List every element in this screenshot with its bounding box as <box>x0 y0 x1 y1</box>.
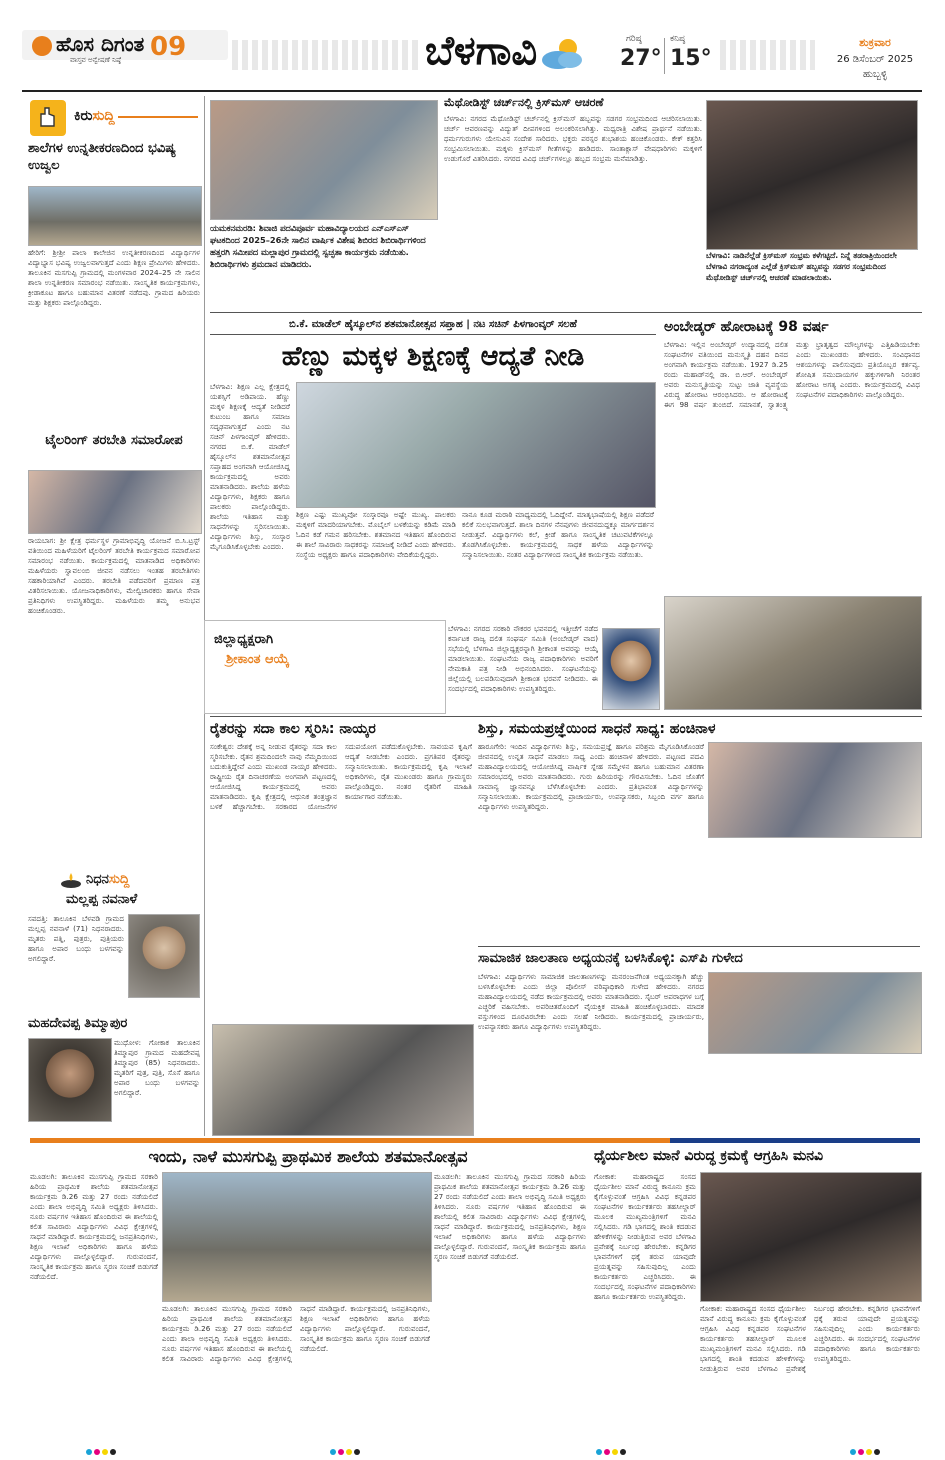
kicker-rule <box>210 334 656 335</box>
christmas-church-photo <box>706 100 918 250</box>
dateline <box>820 36 930 80</box>
section-rule-1 <box>210 312 922 313</box>
main-story-stage-photo <box>296 382 656 508</box>
weather-cloud-sun-icon <box>540 36 586 70</box>
nidhana-title-b: ಸುದ್ದಿ <box>108 872 130 887</box>
dhairyashila-headline: ಧೈರ್ಯಶೀಲ ಮಾನೆ ವಿರುದ್ಧ ಕ್ರಮಕ್ಕೆ ಆಗ್ರಹಿಸಿ ಮನವಿ <box>594 1148 824 1164</box>
main-story-body-left: ಬೆಳಗಾವಿ: ಶಿಕ್ಷಣ ಎಲ್ಲ ಕ್ಷೇತ್ರದಲ್ಲಿ ಯಶಸ್ಸಿಗೆ ಅಡಿಪಾಯ. ಹೆಣ್ಣು ಮಕ್ಕಳ ಶಿಕ್ಷಣಕ್ಕೆ ಆದ್ಯತೆ ನೀಡಿದರೆ ಕುಟುಂಬ ಹಾಗೂ ಸಮಾಜ ಸದೃಢವಾಗುತ್ತದೆ ಎಂದು ನಟ ಸಚಿನ್ ಪಿಳಗಾಂವ್ಕರ್ ಹೇಳಿದರು. ನಗರದ ಬಿ.ಕೆ. ಮಾಡೆಲ್ ಹೈಸ್ಕೂಲ್‌ನ ಶತಮಾನೋತ್ಸವ ಸಪ್ತಾಹದ ಅಂಗವಾಗಿ ಆಯೋಜಿಸಿದ್ದ ಕಾರ್ಯಕ್ರಮದಲ್ಲಿ ಅವರು ಮಾತನಾಡಿದರು. ಶಾಲೆಯ ಹಳೆಯ ವಿದ್ಯಾರ್ಥಿಗಳು, ಶಿಕ್ಷಕರು ಹಾಗೂ ಪಾಲಕರು ಪಾಲ್ಗೊಂಡಿದ್ದರು. ಶಾಲೆಯ ಇತಿಹಾಸ ಮತ್ತು ಸಾಧನೆಗಳನ್ನು ಸ್ಮರಿಸಲಾಯಿತು. ವಿದ್ಯಾರ್ಥಿಗಳು ಶಿಸ್ತು, ಸಂಸ್ಕಾರ ಮೈಗೂಡಿಸಿಕೊಳ್ಳಬೇಕು ಎಂದರು. <box>210 382 290 551</box>
shistu-headline: ಶಿಸ್ತು, ಸಮಯಪ್ರಜ್ಞೆಯಿಂದ ಸಾಧನೆ ಸಾಧ್ಯ: ಹಂಚಿನಾಳ <box>478 721 716 737</box>
temp-max-value: 27° <box>620 46 662 71</box>
obit-name-2: ಮಹದೇವಪ್ಪ ತಿಮ್ಮಾಪುರ <box>28 1016 128 1031</box>
masaguppi-photo <box>162 1172 432 1302</box>
section-rule-3 <box>478 946 920 947</box>
temp-divider <box>664 38 665 74</box>
main-story-kicker: ಬಿ.ಕೆ. ಮಾಡೆಲ್ ಹೈಸ್ಕೂಲ್‌ನ ಶತಮಾನೋತ್ಸವ ಸಪ್ತಾಹ | ನಟ ಸಚಿನ್ ಪಿಳಗಾಂವ್ಕರ್ ಸಲಹೆ <box>289 319 577 330</box>
kirusuddi-photo-1 <box>28 186 202 246</box>
temperature-box <box>620 34 712 76</box>
dhairyashila-photo <box>700 1172 922 1302</box>
registration-dots-mid <box>596 1440 628 1459</box>
methodist-headline: ಮೆಥೋಡಿಸ್ಟ್ ಚರ್ಚ್‌ನಲ್ಲಿ ಕ್ರಿಸ್‌ಮಸ್ ಆಚರಣೆ <box>444 96 604 109</box>
logo-tagline: ವಾಸ್ತವ ಅನ್ವೇಷಣೆ ನಿಷ್ಠೆ <box>70 56 122 64</box>
main-story-body-mid: ಶಿಕ್ಷಣ ಎಷ್ಟು ಮುಖ್ಯವೋ ಸಂಸ್ಕಾರವೂ ಅಷ್ಟೇ ಮುಖ್ಯ. ಪಾಲಕರು ಮಕ್ಕಳಿಗೆ ಮಾದರಿಯಾಗಬೇಕು. ಮೊಬೈಲ್ ಬಳಕೆಯನ್ನು ಕಡಿಮೆ ಮಾಡಿ ಓದಿನ ಕಡೆ ಗಮನ ಹರಿಸಬೇಕು. ಶತಮಾನದ ಇತಿಹಾಸ ಹೊಂದಿರುವ ಈ ಶಾಲೆ ಸಾವಿರಾರು ಸಾಧಕರನ್ನು ಸಮಾಜಕ್ಕೆ ನೀಡಿದೆ ಎಂದು ಹೇಳಿದರು. ಸಂಸ್ಥೆಯ ಅಧ್ಯಕ್ಷರು ಹಾಗೂ ಪದಾಧಿಕಾರಿಗಳು ವೇದಿಕೆಯಲ್ಲಿದ್ದರು. <box>296 510 456 559</box>
nidhana-title-a: ನಿಧನ <box>86 872 109 887</box>
logo-lamp-icon <box>32 36 52 56</box>
kirusuddi-headline-1: ಶಾಲೆಗಳ ಉನ್ನತೀಕರಣದಿಂದ ಭವಿಷ್ಯ ಉಜ್ವಲ <box>28 141 176 173</box>
kirusuddi-photo-2 <box>28 470 202 534</box>
masthead-pattern-right <box>720 40 815 70</box>
nss-camp-photo <box>210 100 438 220</box>
bottom-band-bar-orange <box>30 1138 670 1143</box>
district-box-body: ಬೆಳಗಾವಿ: ನಗರದ ಸರಕಾರಿ ನೌಕರರ ಭವನದಲ್ಲಿ ಇತ್ತೀಚೆಗೆ ನಡೆದ ಕರ್ನಾಟಕ ರಾಜ್ಯ ದಲಿತ ಸಂಘರ್ಷ ಸಮಿತಿ (ಅಂಬೇಡ್ಕರ್ ವಾದ) ಸಭೆಯಲ್ಲಿ ಬೆಳಗಾವಿ ಜಿಲ್ಲಾಧ್ಯಕ್ಷರನ್ನಾಗಿ ಶ್ರೀಕಾಂತ ಅವರನ್ನು ಆಯ್ಕೆ ಮಾಡಲಾಯಿತು. ಸಂಘಟನೆಯ ರಾಜ್ಯ ಪದಾಧಿಕಾರಿಗಳು ಅವರಿಗೆ ನೇಮಕಾತಿ ಪತ್ರ ನೀಡಿ ಅಭಿನಂದಿಸಿದರು. ಸಂಘಟನೆಯನ್ನು ಜಿಲ್ಲೆಯಲ್ಲಿ ಬಲಪಡಿಸುವುದಾಗಿ ಶ್ರೀಕಾಂತ ಭರವಸೆ ನೀಡಿದರು. ಈ ಸಂದರ್ಭದಲ್ಲಿ ಪದಾಧಿಕಾರಿಗಳು ಉಪಸ್ಥಿತರಿದ್ದರು. <box>448 624 598 693</box>
nidhana-title <box>86 872 129 887</box>
dateline-date: 26 ಡಿಸೆಂಬರ್ 2025 <box>836 54 914 65</box>
kirusuddi-title <box>74 108 115 124</box>
temp-min-value: 15° <box>670 46 712 71</box>
methodist-body: ಬೆಳಗಾವಿ: ನಗರದ ಮೆಥೋಡಿಸ್ಟ್ ಚರ್ಚ್‌ನಲ್ಲಿ ಕ್ರಿಸ್‌ಮಸ್ ಹಬ್ಬವನ್ನು ಸಡಗರ ಸಂಭ್ರಮದಿಂದ ಆಚರಿಸಲಾಯಿತು. ಚರ್ಚ್ ಆವರಣವನ್ನು ವಿದ್ಯುತ್ ದೀಪಗಳಿಂದ ಅಲಂಕರಿಸಲಾಗಿತ್ತು. ಮಧ್ಯರಾತ್ರಿ ವಿಶೇಷ ಪ್ರಾರ್ಥನೆ ನಡೆಯಿತು. ಧರ್ಮಗುರುಗಳು ಯೇಸುವಿನ ಸಂದೇಶ ಸಾರಿದರು. ಭಕ್ತರು ಪರಸ್ಪರ ಶುಭಾಶಯ ಹಂಚಿಕೊಂಡರು. ಕೇಕ್ ಕತ್ತರಿಸಿ ಸಂಭ್ರಮಿಸಲಾಯಿತು. ಮಕ್ಕಳು ಕ್ರಿಸ್‌ಮಸ್ ಗೀತೆಗಳನ್ನು ಹಾಡಿದರು. ಸಾಂತಾಕ್ಲಾಸ್ ವೇಷಧಾರಿಗಳು ಮಕ್ಕಳಿಗೆ ಉಡುಗೊರೆ ವಿತರಿಸಿದರು. ನಗರದ ವಿವಿಧ ಚರ್ಚ್‌ಗಳಲ್ಲೂ ಹಬ್ಬದ ಸಂಭ್ರಮ ಮನೆಮಾಡಿತ್ತು. <box>444 114 702 163</box>
dhairyashila-body: ಗೋಕಾಕ: ಮಹಾರಾಷ್ಟ್ರದ ಸಂಸದ ಧೈರ್ಯಶೀಲ ಮಾನೆ ವಿರುದ್ಧ ಕಾನೂನು ಕ್ರಮ ಕೈಗೊಳ್ಳುವಂತೆ ಆಗ್ರಹಿಸಿ ವಿವಿಧ ಕನ್ನಡಪರ ಸಂಘಟನೆಗಳ ಕಾರ್ಯಕರ್ತರು ತಹಸೀಲ್ದಾರ್ ಮೂಲಕ ಮುಖ್ಯಮಂತ್ರಿಗಳಿಗೆ ಮನವಿ ಸಲ್ಲಿಸಿದರು. ಗಡಿ ಭಾಗದಲ್ಲಿ ಶಾಂತಿ ಕದಡುವ ಹೇಳಿಕೆಗಳನ್ನು ನೀಡುತ್ತಿರುವ ಅವರ ಬೆಳಗಾವಿ ಪ್ರವೇಶಕ್ಕೆ ನಿರ್ಬಂಧ ಹೇರಬೇಕು. ಕನ್ನಡಿಗರ ಭಾವನೆಗಳಿಗೆ ಧಕ್ಕೆ ತರುವ ಯಾವುದೇ ಪ್ರಯತ್ನವನ್ನು ಸಹಿಸುವುದಿಲ್ಲ ಎಂದು ಕಾರ್ಯಕರ್ತರು ಎಚ್ಚರಿಸಿದರು. ಈ ಸಂದರ್ಭದಲ್ಲಿ ಸಂಘಟನೆಗಳ ಪದಾಧಿಕಾರಿಗಳು ಹಾಗೂ ಕಾರ್ಯಕರ್ತರು ಉಪಸ್ಥಿತರಿದ್ದರು. <box>594 1172 696 1301</box>
obit-photo-2 <box>28 1038 112 1122</box>
masaguppi-body: ಮೂಡಲಗಿ: ತಾಲೂಕಿನ ಮುಸಗುಪ್ಪಿ ಗ್ರಾಮದ ಸರಕಾರಿ ಹಿರಿಯ ಪ್ರಾಥಮಿಕ ಶಾಲೆಯ ಶತಮಾನೋತ್ಸವ ಕಾರ್ಯಕ್ರಮ ಡಿ.26 ಮತ್ತು 27 ರಂದು ನಡೆಯಲಿದೆ ಎಂದು ಶಾಲಾ ಅಭಿವೃದ್ಧಿ ಸಮಿತಿ ಅಧ್ಯಕ್ಷರು ತಿಳಿಸಿದರು. ನೂರು ವರ್ಷಗಳ ಇತಿಹಾಸ ಹೊಂದಿರುವ ಈ ಶಾಲೆಯಲ್ಲಿ ಕಲಿತ ಸಾವಿರಾರು ವಿದ್ಯಾರ್ಥಿಗಳು ವಿವಿಧ ಕ್ಷೇತ್ರಗಳಲ್ಲಿ ಸಾಧನೆ ಮಾಡಿದ್ದಾರೆ. ಕಾರ್ಯಕ್ರಮದಲ್ಲಿ ಜನಪ್ರತಿನಿಧಿಗಳು, ಶಿಕ್ಷಣ ಇಲಾಖೆ ಅಧಿಕಾರಿಗಳು ಹಾಗೂ ಹಳೆಯ ವಿದ್ಯಾರ್ಥಿಗಳು ಪಾಲ್ಗೊಳ್ಳಲಿದ್ದಾರೆ. ಗುರುವಂದನೆ, ಸಾಂಸ್ಕೃತಿಕ ಕಾರ್ಯಕ್ರಮ ಹಾಗೂ ಸ್ಮರಣ ಸಂಚಿಕೆ ಬಿಡುಗಡೆ ನಡೆಯಲಿದೆ. <box>30 1172 158 1281</box>
raitaru-body: ಸಂಕೇಶ್ವರ: ದೇಶಕ್ಕೆ ಅನ್ನ ನೀಡುವ ರೈತರನ್ನು ಸದಾ ಕಾಲ ಸ್ಮರಿಸಬೇಕು. ರೈತನ ಶ್ರಮದಿಂದಲೇ ನಾವು ನೆಮ್ಮದಿಯಿಂದ ಬದುಕುತ್ತಿದ್ದೇವೆ ಎಂದು ಮುಖಂಡ ನಾಯ್ಕರ ಹೇಳಿದರು. ರಾಷ್ಟ್ರೀಯ ರೈತ ದಿನಾಚರಣೆಯ ಅಂಗವಾಗಿ ಪಟ್ಟಣದಲ್ಲಿ ಆಯೋಜಿಸಿದ್ದ ಕಾರ್ಯಕ್ರಮದಲ್ಲಿ ಅವರು ಮಾತನಾಡಿದರು. ಕೃಷಿ ಕ್ಷೇತ್ರದಲ್ಲಿ ಆಧುನಿಕ ತಂತ್ರಜ್ಞಾನ ಬಳಕೆ ಹೆಚ್ಚಾಗಬೇಕು. ಸರಕಾರದ ಯೋಜನೆಗಳ ಸದುಪಯೋಗ ಪಡೆದುಕೊಳ್ಳಬೇಕು. ಸಾವಯವ ಕೃಷಿಗೆ ಆದ್ಯತೆ ನೀಡಬೇಕು ಎಂದರು. ಪ್ರಗತಿಪರ ರೈತರನ್ನು ಸನ್ಮಾನಿಸಲಾಯಿತು. ಕಾರ್ಯಕ್ರಮದಲ್ಲಿ ಕೃಷಿ ಇಲಾಖೆ ಅಧಿಕಾರಿಗಳು, ರೈತ ಮುಖಂಡರು ಹಾಗೂ ಗ್ರಾಮಸ್ಥರು ಪಾಲ್ಗೊಂಡಿದ್ದರು. ನಂತರ ರೈತರಿಗೆ ಮಾಹಿತಿ ಕಾರ್ಯಾಗಾರ ನಡೆಯಿತು. <box>210 742 472 811</box>
masaguppi-headline: ಇಂದು, ನಾಳೆ ಮುಸಗುಪ್ಪಿ ಪ್ರಾಥಮಿಕ ಶಾಲೆಯ ಶತಮಾನೋತ್ಸವ <box>148 1147 468 1166</box>
kirusuddi-headline-2: ಟೈಲರಿಂಗ್ ತರಬೇತಿ ಸಮಾರೋಪ <box>45 433 183 448</box>
kirusuddi-body-2: ರಾಯಬಾಗ: ಶ್ರೀ ಕ್ಷೇತ್ರ ಧರ್ಮಸ್ಥಳ ಗ್ರಾಮಾಭಿವೃದ್ಧಿ ಯೋಜನೆ ಬಿ.ಸಿ.ಟ್ರಸ್ಟ್ ವತಿಯಿಂದ ಮಹಿಳೆಯರಿಗೆ ಟೈಲರಿಂಗ್ ತರಬೇತಿ ಕಾರ್ಯಕ್ರಮದ ಸಮಾರೋಪ ಸಮಾರಂಭ ನಡೆಯಿತು. ಕಾರ್ಯಕ್ರಮದಲ್ಲಿ ಮಾತನಾಡಿದ ಅಧಿಕಾರಿಗಳು ಮಹಿಳೆಯರು ಸ್ವಾವಲಂಬಿ ಜೀವನ ನಡೆಸಲು ಇಂತಹ ತರಬೇತಿಗಳು ಸಹಕಾರಿಯಾಗಿವೆ ಎಂದರು. ತರಬೇತಿ ಪಡೆದವರಿಗೆ ಪ್ರಮಾಣ ಪತ್ರ ವಿತರಿಸಲಾಯಿತು. ಯೋಜನಾಧಿಕಾರಿಗಳು, ಮೇಲ್ವಿಚಾರಕರು ಹಾಗೂ ಸೇವಾ ಪ್ರತಿನಿಧಿಗಳು ಉಪಸ್ಥಿತರಿದ್ದರು. ಮಹಿಳೆಯರು ತಮ್ಮ ಅನುಭವ ಹಂಚಿಕೊಂಡರು. <box>28 536 200 615</box>
nss-camp-caption: ಯಮಕನಮರಡಿ: ಶಿವಾಜಿ ಪದವಿಪೂರ್ವ ಮಹಾವಿದ್ಯಾಲಯದ ಎನ್‌ಎಸ್‌ಎಸ್ ಘಟಕದಿಂದ 2025–26ನೇ ಸಾಲಿನ ವಾರ್ಷಿಕ ವಿಶೇಷ ಶಿಬಿರದ ಶಿಬಿರಾರ್ಥಿಗಳಿಂದ ಹತ್ತರಗಿ ಸಮೀಪದ ಮಲ್ಲಾಪುರ ಗ್ರಾಮದಲ್ಲಿ ಸ್ವಚ್ಛತಾ ಕಾರ್ಯಕ್ರಮ ನಡೆಯಿತು. ಶಿಬಿರಾರ್ಥಿಗಳು ಶ್ರಮದಾನ ಮಾಡಿದರು. <box>210 223 426 269</box>
raitaru-photo <box>212 1024 474 1136</box>
temp-max-label: ಗರಿಷ್ಠ <box>626 34 642 44</box>
ambedkar-photo <box>664 596 922 710</box>
masaguppi-body-right: ಮೂಡಲಗಿ: ತಾಲೂಕಿನ ಮುಸಗುಪ್ಪಿ ಗ್ರಾಮದ ಸರಕಾರಿ ಹಿರಿಯ ಪ್ರಾಥಮಿಕ ಶಾಲೆಯ ಶತಮಾನೋತ್ಸವ ಕಾರ್ಯಕ್ರಮ ಡಿ.26 ಮತ್ತು 27 ರಂದು ನಡೆಯಲಿದೆ ಎಂದು ಶಾಲಾ ಅಭಿವೃದ್ಧಿ ಸಮಿತಿ ಅಧ್ಯಕ್ಷರು ತಿಳಿಸಿದರು. ನೂರು ವರ್ಷಗಳ ಇತಿಹಾಸ ಹೊಂದಿರುವ ಈ ಶಾಲೆಯಲ್ಲಿ ಕಲಿತ ಸಾವಿರಾರು ವಿದ್ಯಾರ್ಥಿಗಳು ವಿವಿಧ ಕ್ಷೇತ್ರಗಳಲ್ಲಿ ಸಾಧನೆ ಮಾಡಿದ್ದಾರೆ. ಕಾರ್ಯಕ್ರಮದಲ್ಲಿ ಜನಪ್ರತಿನಿಧಿಗಳು, ಶಿಕ್ಷಣ ಇಲಾಖೆ ಅಧಿಕಾರಿಗಳು ಹಾಗೂ ಹಳೆಯ ವಿದ್ಯಾರ್ಥಿಗಳು ಪಾಲ್ಗೊಳ್ಳಲಿದ್ದಾರೆ. ಗುರುವಂದನೆ, ಸಾಂಸ್ಕೃತಿಕ ಕಾರ್ಯಕ್ರಮ ಹಾಗೂ ಸ್ಮರಣ ಸಂಚಿಕೆ ಬಿಡುಗಡೆ ನಡೆಯಲಿದೆ. <box>434 1172 586 1261</box>
dhairyashila-body-continued: ಗೋಕಾಕ: ಮಹಾರಾಷ್ಟ್ರದ ಸಂಸದ ಧೈರ್ಯಶೀಲ ಮಾನೆ ವಿರುದ್ಧ ಕಾನೂನು ಕ್ರಮ ಕೈಗೊಳ್ಳುವಂತೆ ಆಗ್ರಹಿಸಿ ವಿವಿಧ ಕನ್ನಡಪರ ಸಂಘಟನೆಗಳ ಕಾರ್ಯಕರ್ತರು ತಹಸೀಲ್ದಾರ್ ಮೂಲಕ ಮುಖ್ಯಮಂತ್ರಿಗಳಿಗೆ ಮನವಿ ಸಲ್ಲಿಸಿದರು. ಗಡಿ ಭಾಗದಲ್ಲಿ ಶಾಂತಿ ಕದಡುವ ಹೇಳಿಕೆಗಳನ್ನು ನೀಡುತ್ತಿರುವ ಅವರ ಬೆಳಗಾವಿ ಪ್ರವೇಶಕ್ಕೆ ನಿರ್ಬಂಧ ಹೇರಬೇಕು. ಕನ್ನಡಿಗರ ಭಾವನೆಗಳಿಗೆ ಧಕ್ಕೆ ತರುವ ಯಾವುದೇ ಪ್ರಯತ್ನವನ್ನು ಸಹಿಸುವುದಿಲ್ಲ ಎಂದು ಕಾರ್ಯಕರ್ತರು ಎಚ್ಚರಿಸಿದರು. ಈ ಸಂದರ್ಭದಲ್ಲಿ ಸಂಘಟನೆಗಳ ಪದಾಧಿಕಾರಿಗಳು ಹಾಗೂ ಕಾರ್ಯಕರ್ತರು ಉಪಸ್ಥಿತರಿದ್ದರು. <box>700 1304 920 1373</box>
registration-dots-center <box>330 1440 362 1459</box>
samajika-body: ಬೆಳಗಾವಿ: ವಿದ್ಯಾರ್ಥಿಗಳು ಸಾಮಾಜಿಕ ಜಾಲತಾಣಗಳನ್ನು ಮನರಂಜನೆಗಿಂತ ಅಧ್ಯಯನಕ್ಕಾಗಿ ಹೆಚ್ಚು ಬಳಸಿಕೊಳ್ಳಬೇಕು ಎಂದು ಜಿಲ್ಲಾ ಪೊಲೀಸ್ ವರಿಷ್ಠಾಧಿಕಾರಿ ಗುಳೇದ ಹೇಳಿದರು. ನಗರದ ಮಹಾವಿದ್ಯಾಲಯದಲ್ಲಿ ನಡೆದ ಕಾರ್ಯಕ್ರಮದಲ್ಲಿ ಅವರು ಮಾತನಾಡಿದರು. ಸೈಬರ್ ಅಪರಾಧಗಳ ಬಗ್ಗೆ ಎಚ್ಚರಿಕೆ ವಹಿಸಬೇಕು. ಅಪರಿಚಿತರೊಂದಿಗೆ ವೈಯಕ್ತಿಕ ಮಾಹಿತಿ ಹಂಚಿಕೊಳ್ಳಬಾರದು. ಮಾದಕ ವಸ್ತುಗಳಿಂದ ದೂರವಿರಬೇಕು ಎಂದು ಸಲಹೆ ನೀಡಿದರು. ಕಾರ್ಯಕ್ರಮದಲ್ಲಿ ಪ್ರಾಚಾರ್ಯರು, ಉಪನ್ಯಾಸಕರು ಹಾಗೂ ವಿದ್ಯಾರ್ಥಿಗಳು ಉಪಸ್ಥಿತರಿದ್ದರು. <box>478 972 704 1031</box>
kirusuddi-rule <box>118 116 198 118</box>
district-box-name: ಶ್ರೀಕಾಂತ ಆಯ್ಕೆ <box>226 652 290 667</box>
ambedkar-body: ಬೆಳಗಾವಿ: ಇಲ್ಲಿನ ಅಂಬೇಡ್ಕರ್ ಉದ್ಯಾನದಲ್ಲಿ ದಲಿತ ಸಂಘಟನೆಗಳ ವತಿಯಿಂದ ಮನುಸ್ಮೃತಿ ದಹನ ದಿನದ ಅಂಗವಾಗಿ ಕಾರ್ಯಕ್ರಮ ನಡೆಯಿತು. 1927 ಡಿ.25 ರಂದು ಮಹಾಡ್‌ನಲ್ಲಿ ಡಾ. ಬಿ.ಆರ್. ಅಂಬೇಡ್ಕರ್ ಅವರು ಮನುಸ್ಮೃತಿಯನ್ನು ಸುಟ್ಟು ಜಾತಿ ವ್ಯವಸ್ಥೆಯ ವಿರುದ್ಧ ಹೋರಾಟ ಆರಂಭಿಸಿದರು. ಆ ಹೋರಾಟಕ್ಕೆ ಈಗ 98 ವರ್ಷ ತುಂಬಿದೆ. ಸಮಾನತೆ, ಸ್ವಾತಂತ್ರ್ಯ ಮತ್ತು ಭ್ರಾತೃತ್ವದ ಮೌಲ್ಯಗಳನ್ನು ಎತ್ತಿಹಿಡಿಯಬೇಕು ಎಂದು ಮುಖಂಡರು ಹೇಳಿದರು. ಸಂವಿಧಾನದ ಆಶಯಗಳನ್ನು ಪಾಲಿಸುವುದು ಪ್ರತಿಯೊಬ್ಬರ ಕರ್ತವ್ಯ. ಶೋಷಿತ ಸಮುದಾಯಗಳ ಹಕ್ಕುಗಳಿಗಾಗಿ ನಿರಂತರ ಹೋರಾಟ ಅಗತ್ಯ ಎಂದರು. ಕಾರ್ಯಕ್ರಮದಲ್ಲಿ ವಿವಿಧ ಸಂಘಟನೆಗಳ ಪದಾಧಿಕಾರಿಗಳು ಪಾಲ್ಗೊಂಡಿದ್ದರು. <box>664 340 920 409</box>
kirusuddi-hand-icon <box>30 100 66 136</box>
obit-name-1: ಮಲ್ಲಪ್ಪ ನವನಾಳೆ <box>66 892 138 907</box>
christmas-caption: ಬೆಳಗಾವಿ: ನಾಡಿನೆಲ್ಲೆಡೆ ಕ್ರಿಸ್‌ಮಸ್ ಸಂಭ್ರಮ ಕಳೆಗಟ್ಟಿದೆ. ನಿನ್ನೆ ತಡರಾತ್ರಿಯಿಂದಲೇ ಬೆಳಗಾವಿ ನಗರಾದ್ಯಂತ ಎಲ್ಲೆಡೆ ಕ್ರಿಸ್‌ಮಸ್ ಹಬ್ಬವನ್ನು ಸಡಗರ ಸಂಭ್ರಮದಿಂದ ಮೆಥೋಡಿಸ್ಟ್ ಚರ್ಚ್‌ನಲ್ಲಿ ಆಚರಣೆ ಮಾಡಲಾಯಿತು. <box>706 251 897 282</box>
page-number: 09 <box>150 32 187 62</box>
main-story-headline: ಹೆಣ್ಣು ಮಕ್ಕಳ ಶಿಕ್ಷಣಕ್ಕೆ ಆದ್ಯತೆ ನೀಡಿ <box>281 341 585 372</box>
obit-photo-1 <box>128 914 200 998</box>
masthead-pattern-left <box>232 40 422 70</box>
district-box-label: ಜಿಲ್ಲಾಧ್ಯಕ್ಷರಾಗಿ <box>214 632 274 647</box>
kirusuddi-body-1: ಹೇರಿಗೆ: ಶ್ರೀಶ್ರೀ ಪಾಲಾ ಕಾಲೇಜಿನ ಉನ್ನತೀಕರಣದಿಂದ ವಿದ್ಯಾರ್ಥಿಗಳ ವಿದ್ಯಾಭ್ಯಾಸ ಭವಿಷ್ಯ ಉಜ್ವಲವಾಗುತ್ತದೆ ಎಂದು ಶಿಕ್ಷಣ ಪ್ರೇಮಿಗಳು ಹೇಳಿದರು. ತಾಲೂಕಿನ ಮಸಗುಪ್ಪಿ ಗ್ರಾಮದಲ್ಲಿ ಮಂಗಳವಾರ 2024–25 ನೇ ಸಾಲಿನ ಶಾಲಾ ಉನ್ನತೀಕರಣ ಸಮಾರಂಭ ನಡೆಯಿತು. ಸಾಂಸ್ಕೃತಿಕ ಕಾರ್ಯಕ್ರಮಗಳು, ಕ್ರೀಡಾಕೂಟ ಹಾಗೂ ಬಹುಮಾನ ವಿತರಣೆ ನಡೆದವು. ಗ್ರಾಮದ ಹಿರಿಯರು ಮತ್ತು ಶಿಕ್ಷಕರು ಪಾಲ್ಗೊಂಡಿದ್ದರು. <box>28 248 200 307</box>
shistu-body: ಹಾರೂಗೇರಿ: ಇಂದಿನ ವಿದ್ಯಾರ್ಥಿಗಳು ಶಿಸ್ತು, ಸಮಯಪ್ರಜ್ಞೆ ಹಾಗೂ ಪರಿಶ್ರಮ ಮೈಗೂಡಿಸಿಕೊಂಡರೆ ಜೀವನದಲ್ಲಿ ಉನ್ನತ ಸಾಧನೆ ಮಾಡಲು ಸಾಧ್ಯ ಎಂದು ಹಂಚಿನಾಳ ಹೇಳಿದರು. ಪಟ್ಟಣದ ಪದವಿ ಮಹಾವಿದ್ಯಾಲಯದಲ್ಲಿ ಆಯೋಜಿಸಿದ್ದ ವಾರ್ಷಿಕ ಸ್ನೇಹ ಸಮ್ಮೇಳನ ಹಾಗೂ ಬಹುಮಾನ ವಿತರಣಾ ಸಮಾರಂಭದಲ್ಲಿ ಅವರು ಮಾತನಾಡಿದರು. ಗುರು ಹಿರಿಯರನ್ನು ಗೌರವಿಸಬೇಕು. ಓದಿನ ಜೊತೆಗೆ ಸಾಮಾನ್ಯ ಜ್ಞಾನವನ್ನೂ ಬೆಳೆಸಿಕೊಳ್ಳಬೇಕು ಎಂದರು. ಪ್ರತಿಭಾವಂತ ವಿದ್ಯಾರ್ಥಿಗಳನ್ನು ಸನ್ಮಾನಿಸಲಾಯಿತು. ಕಾರ್ಯಕ್ರಮದಲ್ಲಿ ಪ್ರಾಚಾರ್ಯರು, ಉಪನ್ಯಾಸಕರು, ಸಿಬ್ಬಂದಿ ವರ್ಗ ಹಾಗೂ ವಿದ್ಯಾರ್ಥಿಗಳು ಉಪಸ್ಥಿತರಿದ್ದರು. <box>478 742 704 811</box>
registration-dots-left <box>86 1440 118 1459</box>
shistu-photo <box>708 742 922 838</box>
masaguppi-body-continued: ಮೂಡಲಗಿ: ತಾಲೂಕಿನ ಮುಸಗುಪ್ಪಿ ಗ್ರಾಮದ ಸರಕಾರಿ ಹಿರಿಯ ಪ್ರಾಥಮಿಕ ಶಾಲೆಯ ಶತಮಾನೋತ್ಸವ ಕಾರ್ಯಕ್ರಮ ಡಿ.26 ಮತ್ತು 27 ರಂದು ನಡೆಯಲಿದೆ ಎಂದು ಶಾಲಾ ಅಭಿವೃದ್ಧಿ ಸಮಿತಿ ಅಧ್ಯಕ್ಷರು ತಿಳಿಸಿದರು. ನೂರು ವರ್ಷಗಳ ಇತಿಹಾಸ ಹೊಂದಿರುವ ಈ ಶಾಲೆಯಲ್ಲಿ ಕಲಿತ ಸಾವಿರಾರು ವಿದ್ಯಾರ್ಥಿಗಳು ವಿವಿಧ ಕ್ಷೇತ್ರಗಳಲ್ಲಿ ಸಾಧನೆ ಮಾಡಿದ್ದಾರೆ. ಕಾರ್ಯಕ್ರಮದಲ್ಲಿ ಜನಪ್ರತಿನಿಧಿಗಳು, ಶಿಕ್ಷಣ ಇಲಾಖೆ ಅಧಿಕಾರಿಗಳು ಹಾಗೂ ಹಳೆಯ ವಿದ್ಯಾರ್ಥಿಗಳು ಪಾಲ್ಗೊಳ್ಳಲಿದ್ದಾರೆ. ಗುರುವಂದನೆ, ಸಾಂಸ್ಕೃತಿಕ ಕಾರ್ಯಕ್ರಮ ಹಾಗೂ ಸ್ಮರಣ ಸಂಚಿಕೆ ಬಿಡುಗಡೆ ನಡೆಯಲಿದೆ. <box>162 1304 430 1363</box>
edition-city: ಬೆಳಗಾವಿ <box>425 28 538 74</box>
registration-dots-right <box>850 1440 882 1459</box>
obit-body-1: ಸವದತ್ತಿ: ತಾಲೂಕಿನ ಬೆಳವಡಿ ಗ್ರಾಮದ ಮಲ್ಲಪ್ಪ ನವನಾಳೆ (71) ನಿಧನರಾದರು. ಮೃತರು ಪತ್ನಿ, ಪುತ್ರರು, ಪುತ್ರಿಯರು ಹಾಗೂ ಅಪಾರ ಬಂಧು ಬಳಗವನ್ನು ಅಗಲಿದ್ದಾರೆ. <box>28 914 124 963</box>
logo-text: ಹೊಸ ದಿಗಂತ <box>56 32 145 56</box>
main-story-body-right: ನಾನೂ ಕೂಡ ಮರಾಠಿ ಮಾಧ್ಯಮದಲ್ಲಿ ಓದಿದ್ದೇನೆ. ಮಾತೃಭಾಷೆಯಲ್ಲಿ ಶಿಕ್ಷಣ ಪಡೆದರೆ ಕಲಿಕೆ ಸುಲಭವಾಗುತ್ತದೆ. ಶಾಲಾ ದಿನಗಳ ನೆನಪುಗಳು ಜೀವನದುದ್ದಕ್ಕೂ ಮಾರ್ಗದರ್ಶನ ನೀಡುತ್ತವೆ. ವಿದ್ಯಾರ್ಥಿಗಳು ಕಲೆ, ಕ್ರೀಡೆ ಹಾಗೂ ಸಾಂಸ್ಕೃತಿಕ ಚಟುವಟಿಕೆಗಳಲ್ಲೂ ತೊಡಗಿಸಿಕೊಳ್ಳಬೇಕು. ಕಾರ್ಯಕ್ರಮದಲ್ಲಿ ಸಾಧಕ ಹಳೆಯ ವಿದ್ಯಾರ್ಥಿಗಳನ್ನು ಸನ್ಮಾನಿಸಲಾಯಿತು. ನಂತರ ವಿದ್ಯಾರ್ಥಿಗಳಿಂದ ಸಾಂಸ್ಕೃತಿಕ ಕಾರ್ಯಕ್ರಮ ನಡೆಯಿತು. <box>462 510 654 559</box>
samajika-headline: ಸಾಮಾಜಿಕ ಜಾಲತಾಣ ಅಧ್ಯಯನಕ್ಕೆ ಬಳಸಿಕೊಳ್ಳಿ: ಎಸ್‌ಪಿ ಗುಳೇದ <box>478 951 743 966</box>
raitaru-headline: ರೈತರನ್ನು ಸದಾ ಕಾಲ ಸ್ಮರಿಸಿ: ನಾಯ್ಕರ <box>210 721 376 737</box>
kirusuddi-title-b: ಸುದ್ದಿ <box>92 108 115 124</box>
masthead <box>0 0 945 92</box>
district-president-photo <box>602 628 660 710</box>
kirusuddi-title-a: ಕಿರು <box>74 108 93 124</box>
temp-min-label: ಕನಿಷ್ಠ <box>670 34 686 44</box>
masthead-rule <box>22 90 922 92</box>
bottom-band-bar-blue <box>670 1138 920 1143</box>
ambedkar-headline: ಅಂಬೇಡ್ಕರ್ ಹೋರಾಟಕ್ಕೆ 98 ವರ್ಷ <box>664 319 829 335</box>
dateline-edition: ಹುಬ್ಬಳ್ಳಿ <box>862 69 888 80</box>
column-rule-left <box>204 96 205 1136</box>
samajika-photo <box>708 972 922 1054</box>
lamp-icon <box>60 872 82 888</box>
obit-body-2: ಮುಧೋಳ: ಗೋಕಾಕ ತಾಲೂಕಿನ ತಿಮ್ಮಾಪುರ ಗ್ರಾಮದ ಮಹದೇವಪ್ಪ ತಿಮ್ಮಾಪುರ (85) ನಿಧನರಾದರು. ಮೃತರಿಗೆ ಪುತ್ರ, ಪುತ್ರಿ, ಸೊಸೆ ಹಾಗೂ ಅಪಾರ ಬಂಧು ಬಳಗವನ್ನು ಅಗಲಿದ್ದಾರೆ. <box>114 1038 200 1097</box>
newspaper-logo <box>22 30 228 88</box>
section-rule-2 <box>210 716 922 717</box>
dateline-day: ಶುಕ್ರವಾರ <box>859 36 891 49</box>
